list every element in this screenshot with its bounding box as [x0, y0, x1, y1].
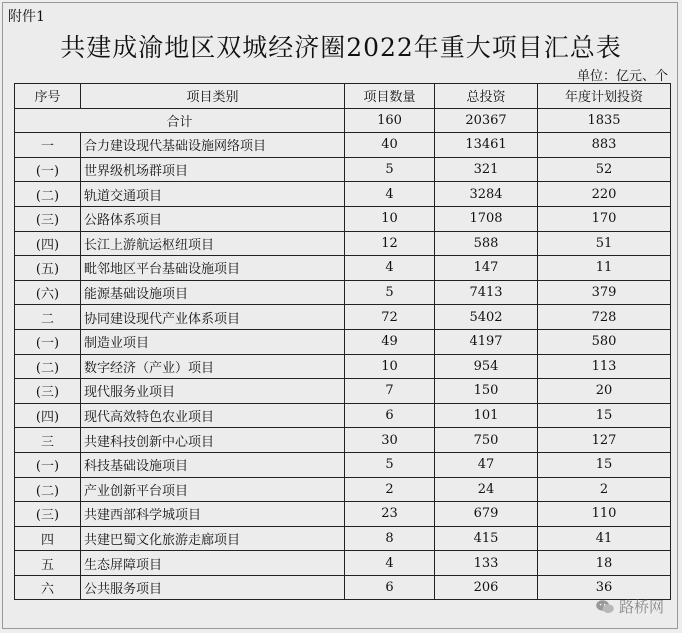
column-header-count: 项目数量: [345, 84, 435, 109]
row-count: 72: [345, 305, 435, 330]
table-row: [15, 329, 671, 354]
row-category: 现代服务业项目: [81, 379, 345, 404]
row-total-investment: 588: [435, 231, 538, 256]
row-total-investment: 13461: [435, 133, 538, 158]
row-count: 5: [345, 452, 435, 477]
unit-label: 单位：亿元、个: [576, 69, 668, 84]
row-category: 共建科技创新中心项目: [81, 428, 345, 453]
row-total-investment: 7413: [435, 280, 538, 305]
project-summary-table: [14, 83, 671, 600]
row-number: 二: [15, 305, 81, 330]
row-annual-investment: 110: [538, 502, 671, 527]
row-annual-investment: 18: [538, 551, 671, 576]
total-annual-investment: 1835: [538, 108, 671, 133]
table-row: [15, 354, 671, 379]
row-annual-investment: 2: [538, 477, 671, 502]
row-total-investment: 47: [435, 452, 538, 477]
row-total-investment: 150: [435, 379, 538, 404]
row-total-investment: 133: [435, 551, 538, 576]
row-category: 制造业项目: [81, 329, 345, 354]
row-annual-investment: 127: [538, 428, 671, 453]
row-category: 合力建设现代基础设施网络项目: [81, 133, 345, 158]
row-count: 30: [345, 428, 435, 453]
row-total-investment: 101: [435, 403, 538, 428]
wechat-logo-icon: [595, 599, 615, 615]
row-count: 5: [345, 157, 435, 182]
row-category: 数字经济（产业）项目: [81, 354, 345, 379]
row-category: 现代高效特色农业项目: [81, 403, 345, 428]
row-number: 五: [15, 551, 81, 576]
row-number: (六): [15, 280, 81, 305]
row-category: 科技基础设施项目: [81, 452, 345, 477]
row-total-investment: 1708: [435, 206, 538, 231]
row-annual-investment: 15: [538, 452, 671, 477]
row-number: (一): [15, 157, 81, 182]
attachment-label: 附件1: [8, 9, 45, 25]
row-count: 7: [345, 379, 435, 404]
row-total-investment: 321: [435, 157, 538, 182]
row-number: (三): [15, 379, 81, 404]
document-title: 共建成渝地区双城经济圈2022年重大项目汇总表: [60, 33, 622, 62]
total-row: [15, 108, 671, 133]
row-category: 共建西部科学城项目: [81, 502, 345, 527]
row-number: (一): [15, 329, 81, 354]
row-number: (三): [15, 502, 81, 527]
row-number: (二): [15, 354, 81, 379]
row-annual-investment: 170: [538, 206, 671, 231]
row-total-investment: 415: [435, 526, 538, 551]
row-annual-investment: 15: [538, 403, 671, 428]
row-category: 毗邻地区平台基础设施项目: [81, 256, 345, 281]
row-annual-investment: 883: [538, 133, 671, 158]
row-annual-investment: 51: [538, 231, 671, 256]
row-category: 世界级机场群项目: [81, 157, 345, 182]
row-number: 三: [15, 428, 81, 453]
watermark: [595, 596, 664, 617]
table-row: [15, 575, 671, 600]
table-row: [15, 452, 671, 477]
row-count: 2: [345, 477, 435, 502]
column-header-no: 序号: [15, 84, 81, 109]
row-total-investment: 5402: [435, 305, 538, 330]
watermark-text: 路桥网: [618, 598, 664, 616]
row-annual-investment: 20: [538, 379, 671, 404]
table-row: [15, 280, 671, 305]
table-row: [15, 526, 671, 551]
table-row: [15, 231, 671, 256]
total-label: 合计: [15, 108, 345, 133]
total-count: 160: [345, 108, 435, 133]
row-count: 4: [345, 182, 435, 207]
row-total-investment: 4197: [435, 329, 538, 354]
table-header-row: [15, 84, 671, 109]
row-annual-investment: 113: [538, 354, 671, 379]
table-row: [15, 256, 671, 281]
row-total-investment: 24: [435, 477, 538, 502]
row-total-investment: 147: [435, 256, 538, 281]
row-category: 共建巴蜀文化旅游走廊项目: [81, 526, 345, 551]
row-category: 公路体系项目: [81, 206, 345, 231]
row-annual-investment: 728: [538, 305, 671, 330]
table-row: [15, 379, 671, 404]
row-count: 4: [345, 551, 435, 576]
table-row: [15, 551, 671, 576]
row-count: 40: [345, 133, 435, 158]
row-count: 5: [345, 280, 435, 305]
row-count: 6: [345, 575, 435, 600]
row-category: 产业创新平台项目: [81, 477, 345, 502]
table-row: [15, 182, 671, 207]
row-category: 生态屏障项目: [81, 551, 345, 576]
table-row: [15, 157, 671, 182]
row-annual-investment: 580: [538, 329, 671, 354]
row-annual-investment: 11: [538, 256, 671, 281]
row-number: 四: [15, 526, 81, 551]
table-row: [15, 305, 671, 330]
row-number: (三): [15, 206, 81, 231]
row-number: 六: [15, 575, 81, 600]
table-row: [15, 206, 671, 231]
table-row: [15, 403, 671, 428]
row-number: (二): [15, 477, 81, 502]
row-number: (五): [15, 256, 81, 281]
row-count: 23: [345, 502, 435, 527]
row-count: 6: [345, 403, 435, 428]
row-total-investment: 750: [435, 428, 538, 453]
row-number: (二): [15, 182, 81, 207]
row-total-investment: 679: [435, 502, 538, 527]
row-category: 轨道交通项目: [81, 182, 345, 207]
table-row: [15, 502, 671, 527]
column-header-annual-investment: 年度计划投资: [538, 84, 671, 109]
row-total-investment: 206: [435, 575, 538, 600]
row-category: 长江上游航运枢纽项目: [81, 231, 345, 256]
column-header-total-investment: 总投资: [435, 84, 538, 109]
table-row: [15, 477, 671, 502]
row-number: (一): [15, 452, 81, 477]
row-category: 协同建设现代产业体系项目: [81, 305, 345, 330]
table-row: [15, 133, 671, 158]
row-annual-investment: 220: [538, 182, 671, 207]
row-annual-investment: 36: [538, 575, 671, 600]
column-header-category: 项目类别: [81, 84, 345, 109]
row-category: 公共服务项目: [81, 575, 345, 600]
row-count: 12: [345, 231, 435, 256]
row-total-investment: 3284: [435, 182, 538, 207]
row-annual-investment: 41: [538, 526, 671, 551]
row-number: (四): [15, 231, 81, 256]
row-number: (四): [15, 403, 81, 428]
row-category: 能源基础设施项目: [81, 280, 345, 305]
table-row: [15, 428, 671, 453]
row-number: 一: [15, 133, 81, 158]
row-count: 49: [345, 329, 435, 354]
row-total-investment: 954: [435, 354, 538, 379]
row-count: 4: [345, 256, 435, 281]
row-count: 10: [345, 354, 435, 379]
row-annual-investment: 52: [538, 157, 671, 182]
total-investment: 20367: [435, 108, 538, 133]
row-count: 8: [345, 526, 435, 551]
row-count: 10: [345, 206, 435, 231]
row-annual-investment: 379: [538, 280, 671, 305]
